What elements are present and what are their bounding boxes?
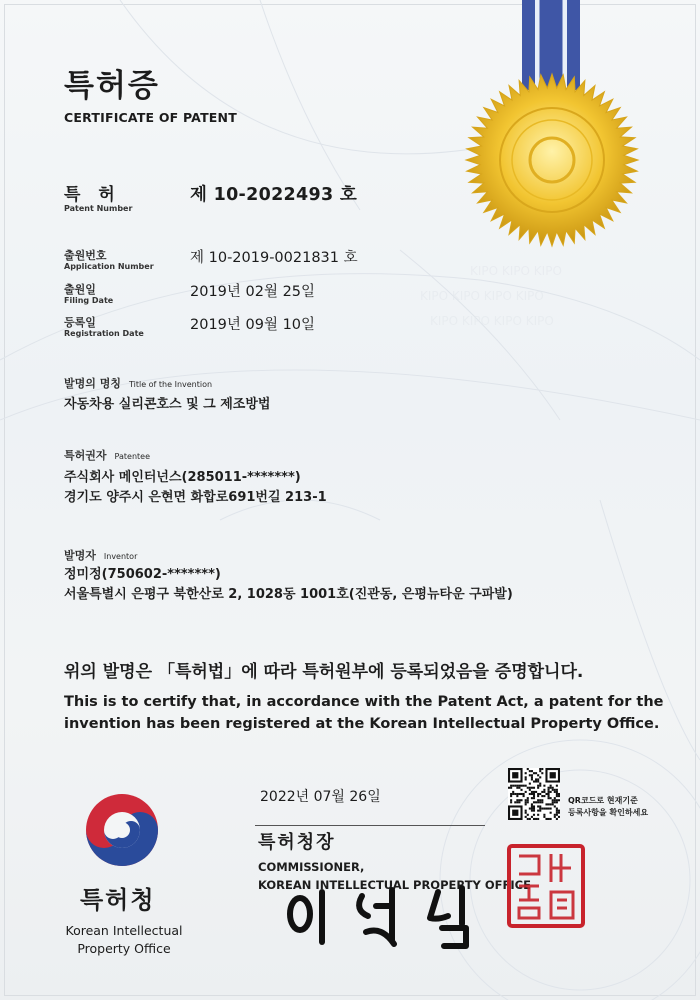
patentee-address: 경기도 양주시 은현면 화합로691번길 213-1 [64, 490, 327, 505]
inventor-address: 서울특별시 은평구 북한산로 2, 1028동 1001호(진관동, 은평뉴타운 구파발) [64, 587, 513, 602]
commissioner-title-en-line2: KOREAN INTELLECTUAL PROPERTY OFFICE [258, 878, 531, 892]
patentee-label-ko: 특허권자 [64, 449, 107, 462]
patent-number-label-en: Patent Number [64, 204, 133, 213]
inventor-label-en: Inventor [103, 552, 138, 561]
patent-number-value: 제 10-2022493 호 [190, 185, 358, 205]
registration-date-value: 2019년 09월 10일 [190, 317, 316, 333]
qr-code[interactable] [508, 768, 560, 820]
commissioner-divider [255, 825, 485, 826]
qr-note-line1: QR코드로 현재기준 [568, 796, 638, 805]
filing-date-value: 2019년 02월 25일 [190, 284, 316, 300]
certificate-title: 특허증 [64, 68, 160, 104]
patentee-label-en: Patentee [114, 452, 150, 461]
svg-text:KIPO KIPO KIPO KIPO: KIPO KIPO KIPO KIPO [430, 314, 554, 328]
registration-date-label: 등록일 [64, 316, 96, 329]
application-number-value: 제 10-2019-0021831 호 [190, 250, 358, 266]
inventor-name: 정미정(750602-*******) [64, 567, 221, 582]
filing-date-label: 출원일 [64, 283, 96, 296]
office-name-en-line1: Korean Intellectual [65, 923, 183, 938]
registration-date-label-en: Registration Date [64, 329, 144, 338]
filing-date-label-en: Filing Date [64, 296, 114, 305]
invention-title-label-ko: 발명의 명칭 [64, 377, 121, 390]
office-name-en-line2: Property Office [77, 941, 171, 956]
inventor-label [64, 547, 137, 563]
certificate-subtitle: CERTIFICATE OF PATENT [64, 110, 237, 125]
invention-title-label [64, 375, 212, 391]
commissioner-title-en-line1: COMMISSIONER, [258, 860, 365, 874]
invention-title-value: 자동차용 실리콘호스 및 그 제조방법 [64, 397, 271, 412]
certification-statement-en: This is to certify that, in accordance with the Patent Act, a patent for the invention has been registered at the Korean Intellectual Property Office. [64, 694, 664, 732]
official-red-seal [505, 842, 587, 930]
patent-number-label: 특 허 [64, 185, 121, 205]
certification-statement-ko: 위의 발명은 「특허법」에 따라 특허원부에 등록되었음을 증명합니다. [64, 662, 584, 682]
gold-seal [462, 70, 642, 250]
inventor-label-ko: 발명자 [64, 549, 96, 562]
kipo-taegeuk-logo [80, 788, 164, 872]
patentee-name: 주식회사 메인터넌스(285011-*******) [64, 470, 301, 485]
svg-text:KIPO KIPO KIPO KIPO: KIPO KIPO KIPO KIPO [420, 289, 544, 303]
office-name-en [62, 922, 186, 958]
qr-note [568, 795, 648, 819]
issue-date: 2022년 07월 26일 [260, 789, 381, 805]
patentee-label [64, 447, 150, 463]
office-name-ko: 특허청 [80, 886, 156, 914]
svg-text:KIPO KIPO KIPO: KIPO KIPO KIPO [470, 264, 562, 278]
commissioner-title-ko: 특허청장 [258, 832, 336, 853]
qr-note-line2: 등록사항을 확인하세요 [568, 808, 649, 817]
application-number-label-en: Application Number [64, 262, 154, 271]
commissioner-signature [270, 880, 490, 952]
application-number-label: 출원번호 [64, 249, 107, 262]
invention-title-label-en: Title of the Invention [128, 380, 213, 389]
